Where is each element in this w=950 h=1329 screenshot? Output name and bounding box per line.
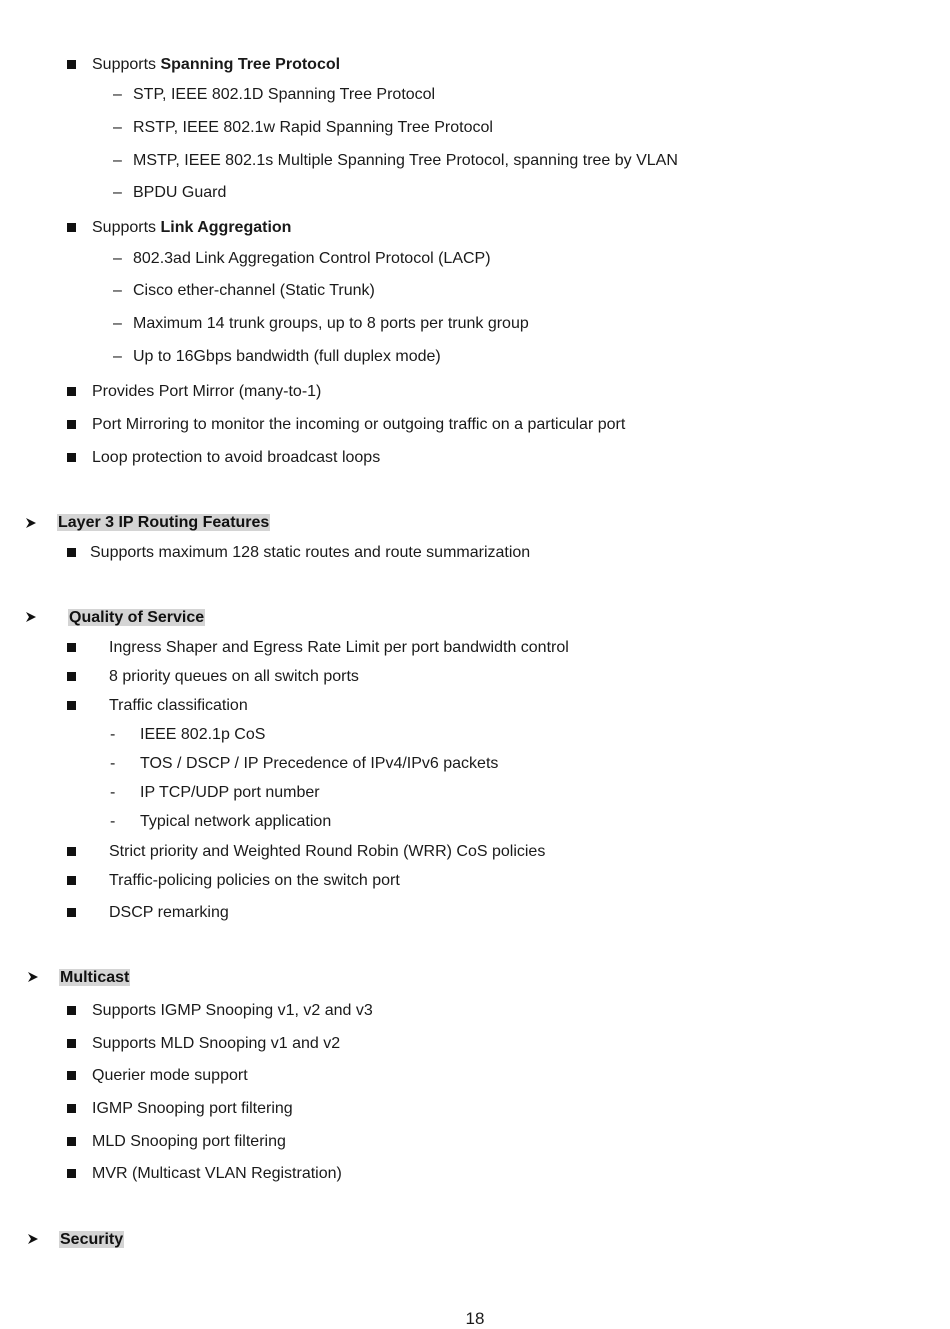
section-heading: Quality of Service: [69, 609, 205, 626]
dash-icon: -: [110, 784, 116, 801]
bullet-square-icon: [67, 1006, 76, 1015]
list-item: Provides Port Mirror (many-to-1): [92, 383, 322, 400]
section-heading: Security: [60, 1231, 124, 1248]
bullet-square-icon: [67, 1071, 76, 1080]
bullet-square-icon: [67, 643, 76, 652]
list-item: 8 priority queues on all switch ports: [109, 668, 359, 685]
list-item: Supports IGMP Snooping v1, v2 and v3: [92, 1002, 373, 1019]
dash-icon: -: [110, 755, 116, 772]
list-item: Cisco ether-channel (Static Trunk): [133, 282, 375, 299]
bullet-square-icon: [67, 223, 76, 232]
section-heading: Multicast: [60, 969, 130, 986]
lag-heading: Supports Link Aggregation: [92, 219, 292, 236]
bullet-square-icon: [67, 453, 76, 462]
dash-icon: –: [113, 152, 122, 169]
bullet-square-icon: [67, 1104, 76, 1113]
bullet-square-icon: [67, 387, 76, 396]
list-item: Ingress Shaper and Egress Rate Limit per port bandwidth control: [109, 639, 569, 656]
dash-icon: -: [110, 813, 116, 830]
list-item: 802.3ad Link Aggregation Control Protocol (LACP): [133, 250, 491, 267]
list-item: IGMP Snooping port filtering: [92, 1100, 293, 1117]
dash-icon: -: [110, 726, 116, 743]
sub-list-item: IEEE 802.1p CoS: [140, 726, 266, 743]
arrow-bullet-icon: [27, 1233, 39, 1245]
dash-icon: –: [113, 119, 122, 136]
list-item: Querier mode support: [92, 1067, 248, 1084]
list-item: STP, IEEE 802.1D Spanning Tree Protocol: [133, 86, 436, 103]
arrow-bullet-icon: [25, 517, 37, 529]
list-item: BPDU Guard: [133, 184, 227, 201]
bullet-square-icon: [67, 847, 76, 856]
dash-icon: –: [113, 348, 122, 365]
list-item: Maximum 14 trunk groups, up to 8 ports per trunk group: [133, 315, 529, 332]
arrow-bullet-icon: [27, 971, 39, 983]
bullet-square-icon: [67, 701, 76, 710]
list-item: Traffic-policing policies on the switch port: [109, 872, 400, 889]
bullet-square-icon: [67, 876, 76, 885]
dash-icon: –: [113, 250, 122, 267]
dash-icon: –: [113, 184, 122, 201]
list-item: Supports MLD Snooping v1 and v2: [92, 1035, 341, 1052]
list-item: MLD Snooping port filtering: [92, 1133, 286, 1150]
bullet-square-icon: [67, 672, 76, 681]
list-item: Supports maximum 128 static routes and route summarization: [90, 544, 531, 561]
bullet-square-icon: [67, 1169, 76, 1178]
bullet-square-icon: [67, 548, 76, 557]
list-item: Traffic classification: [109, 697, 248, 714]
list-item: Up to 16Gbps bandwidth (full duplex mode): [133, 348, 441, 365]
arrow-bullet-icon: [25, 611, 37, 623]
bullet-square-icon: [67, 908, 76, 917]
dash-icon: –: [113, 282, 122, 299]
list-item: Strict priority and Weighted Round Robin (WRR) CoS policies: [109, 843, 546, 860]
sub-list-item: Typical network application: [140, 813, 332, 830]
dash-icon: –: [113, 315, 122, 332]
sub-list-item: TOS / DSCP / IP Precedence of IPv4/IPv6 packets: [140, 755, 499, 772]
bullet-square-icon: [67, 1137, 76, 1146]
list-item: Loop protection to avoid broadcast loops: [92, 449, 381, 466]
stp-heading: Supports Spanning Tree Protocol: [92, 56, 341, 73]
section-heading: Layer 3 IP Routing Features: [58, 514, 270, 531]
list-item: RSTP, IEEE 802.1w Rapid Spanning Tree Protocol: [133, 119, 493, 136]
bullet-square-icon: [67, 1039, 76, 1048]
list-item: MVR (Multicast VLAN Registration): [92, 1165, 342, 1182]
list-item: Port Mirroring to monitor the incoming or outgoing traffic on a particular port: [92, 416, 626, 433]
list-item: DSCP remarking: [109, 904, 229, 921]
page-number: 18: [465, 1309, 485, 1328]
list-item: MSTP, IEEE 802.1s Multiple Spanning Tree Protocol, spanning tree by VLAN: [133, 152, 678, 169]
bullet-square-icon: [67, 420, 76, 429]
bullet-square-icon: [67, 60, 76, 69]
sub-list-item: IP TCP/UDP port number: [140, 784, 320, 801]
dash-icon: –: [113, 86, 122, 103]
